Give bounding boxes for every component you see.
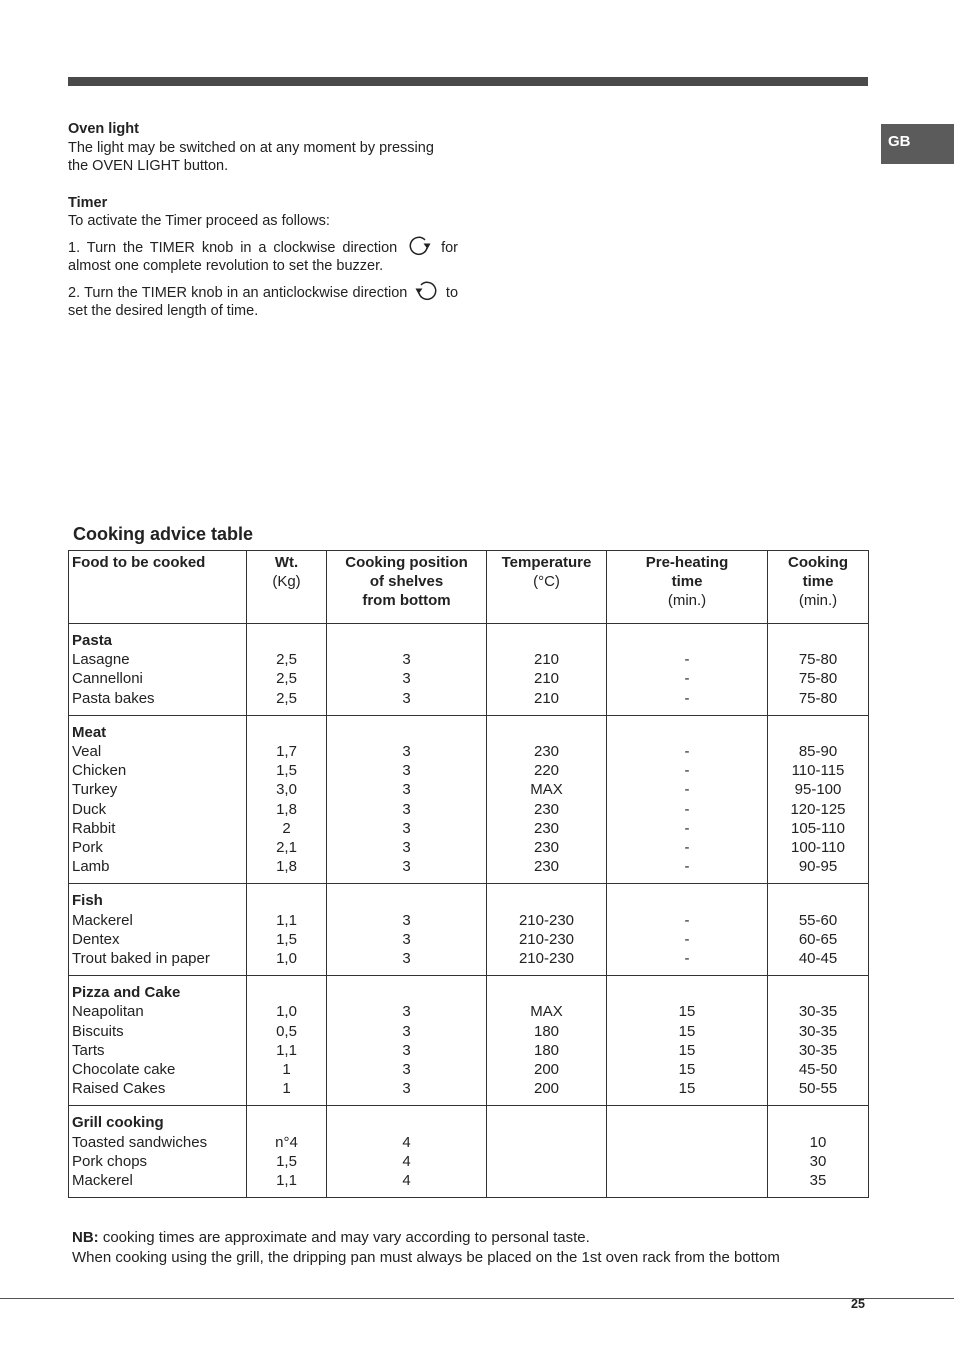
- header-shelf-position: Cooking position of shelves from bottom: [327, 551, 487, 624]
- table-value: 100-110: [791, 839, 845, 857]
- table-value: 15: [678, 1003, 696, 1021]
- table-value: 3: [402, 1061, 411, 1079]
- table-value: 210-230: [518, 950, 575, 968]
- table-value: 1,1: [276, 1041, 297, 1059]
- table-value: Chocolate cake: [72, 1061, 176, 1079]
- table-value: 15: [678, 1022, 696, 1040]
- table-value: 210-230: [518, 911, 575, 929]
- table-value: 3: [402, 839, 411, 857]
- table-value: 75-80: [798, 670, 838, 688]
- category-label: Meat: [72, 723, 107, 741]
- table-value: -: [684, 839, 690, 857]
- grill-note: When cooking using the grill, the dripping pan must always be placed on the 1st oven rack from the bottom: [72, 1248, 780, 1266]
- category-label: Fish: [72, 892, 103, 910]
- table-row: [69, 624, 869, 716]
- table-value: 4: [402, 1152, 411, 1170]
- table-value: 210-230: [518, 930, 575, 948]
- table-value: Rabbit: [72, 819, 116, 837]
- table-value: Trout baked in paper: [72, 950, 210, 968]
- table-value: 3: [402, 781, 411, 799]
- category-label: Pizza and Cake: [72, 984, 181, 1002]
- table-value: -: [684, 800, 690, 818]
- table-value: -: [684, 651, 690, 669]
- table-value: 45-50: [798, 1061, 838, 1079]
- table-value: 3: [402, 1080, 411, 1098]
- table-row: [69, 976, 869, 1106]
- food-cell: [69, 1106, 247, 1198]
- table-value: 200: [533, 1061, 560, 1079]
- table-value: -: [684, 689, 690, 707]
- table-value: -: [684, 781, 690, 799]
- table-value: -: [684, 950, 690, 968]
- page-number: 25: [851, 1297, 865, 1311]
- table-value: 1,8: [276, 800, 297, 818]
- table-value: 4: [402, 1133, 411, 1151]
- oven-light-text: The light may be switched on at any moment by pressing the OVEN LIGHT button.: [68, 139, 434, 174]
- table-value: 230: [533, 819, 560, 837]
- preheating-cell: [607, 976, 768, 1106]
- table-value: 75-80: [798, 651, 838, 669]
- language-tab: GB: [881, 124, 954, 164]
- table-value: 3: [402, 950, 411, 968]
- temperature-cell: [487, 715, 607, 884]
- table-value: 3: [402, 670, 411, 688]
- table-value: [489, 1152, 604, 1171]
- table-value: MAX: [530, 1003, 563, 1021]
- table-value: 1,5: [276, 1152, 297, 1170]
- shelf-position-cell: [327, 1106, 487, 1198]
- header-weight: Wt. (Kg): [247, 551, 327, 624]
- table-value: 105-110: [791, 819, 845, 837]
- table-value: 3: [402, 1041, 411, 1059]
- table-value: 85-90: [798, 743, 838, 760]
- table-value: 4: [402, 1172, 411, 1190]
- preheating-cell: [607, 1106, 768, 1198]
- table-value: -: [684, 762, 690, 780]
- table-value: 110-115: [791, 762, 845, 780]
- anticlockwise-arrow-icon: [414, 280, 440, 302]
- table-value: Tarts: [72, 1041, 105, 1059]
- shelf-position-cell: [327, 624, 487, 716]
- nb-text: cooking times are approximate and may vary according to personal taste.: [98, 1229, 590, 1246]
- table-value: 1,0: [276, 1003, 297, 1021]
- table-value: -: [684, 743, 690, 760]
- table-value: Lasagne: [72, 651, 130, 669]
- table-value: Mackerel: [72, 1172, 133, 1190]
- table-value: 2,5: [276, 651, 297, 669]
- timer-heading: Timer: [68, 194, 108, 211]
- table-value: [609, 1133, 765, 1152]
- cooking-time-cell: [768, 715, 869, 884]
- food-cell: [69, 884, 247, 976]
- table-value: 120-125: [790, 800, 846, 818]
- table-value: Raised Cakes: [72, 1080, 166, 1098]
- table-value: 90-95: [798, 858, 838, 876]
- oven-light-heading: Oven light: [68, 121, 139, 137]
- table-value: 30-35: [798, 1022, 838, 1040]
- table-value: Mackerel: [72, 911, 133, 929]
- table-value: 220: [533, 762, 560, 780]
- header-cooking-time: Cooking time (min.): [768, 551, 869, 624]
- table-notes: [72, 1228, 780, 1267]
- table-value: -: [684, 858, 690, 876]
- table-value: 3: [402, 1022, 411, 1040]
- table-value: 30-35: [798, 1003, 838, 1021]
- header-preheating: Pre-heating time (min.): [607, 551, 768, 624]
- table-value: 3: [402, 651, 411, 669]
- table-value: 2,5: [276, 689, 297, 707]
- table-value: 3: [402, 743, 411, 760]
- shelf-position-cell: [327, 976, 487, 1106]
- table-value: 30: [809, 1152, 827, 1170]
- table-value: 1: [282, 1061, 291, 1079]
- table-value: 1,1: [276, 1172, 297, 1190]
- table-value: 95-100: [794, 781, 842, 799]
- weight-cell: [247, 1106, 327, 1198]
- table-row: [69, 884, 869, 976]
- table-value: 3: [402, 1003, 411, 1021]
- weight-cell: [247, 715, 327, 884]
- table-value: 180: [533, 1022, 560, 1040]
- preheating-cell: [607, 624, 768, 716]
- table-value: 60-65: [798, 930, 838, 948]
- table-value: -: [684, 670, 690, 688]
- table-value: 210: [533, 689, 560, 707]
- table-value: 1,5: [276, 762, 297, 780]
- table-value: 180: [533, 1041, 560, 1059]
- table-value: 210: [533, 651, 560, 669]
- table-value: 3: [402, 911, 411, 929]
- temperature-cell: [487, 1106, 607, 1198]
- table-value: 230: [533, 743, 560, 760]
- weight-cell: [247, 624, 327, 716]
- table-value: [489, 1171, 604, 1190]
- shelf-position-cell: [327, 884, 487, 976]
- food-cell: [69, 715, 247, 884]
- table-value: Lamb: [72, 858, 110, 876]
- table-value: 2,1: [276, 839, 297, 857]
- cooking-time-cell: [768, 976, 869, 1106]
- table-value: Cannelloni: [72, 670, 143, 688]
- table-value: Chicken: [72, 762, 127, 780]
- footer-rule: [0, 1298, 954, 1299]
- preheating-cell: [607, 884, 768, 976]
- timer-step-2: 2. Turn the TIMER knob in an anticlockwise direction to set the desired length of time.: [68, 280, 458, 321]
- nb-label: NB:: [72, 1229, 99, 1246]
- table-value: Toasted sandwiches: [72, 1133, 208, 1151]
- table-value: 1: [282, 1080, 291, 1098]
- table-value: Pasta bakes: [72, 689, 155, 707]
- table-value: Duck: [72, 800, 107, 818]
- table-value: 3,0: [276, 781, 297, 799]
- table-header-row: [69, 551, 869, 624]
- table-value: Dentex: [72, 930, 120, 948]
- table-value: -: [684, 911, 690, 929]
- table-value: 230: [533, 839, 560, 857]
- category-label: Grill cooking: [72, 1114, 164, 1132]
- table-row: [69, 1106, 869, 1198]
- table-value: 2,5: [276, 670, 297, 688]
- table-value: Veal: [72, 743, 102, 761]
- clockwise-arrow-icon: [406, 235, 432, 257]
- table-row: [69, 715, 869, 884]
- cooking-advice-table: [68, 550, 869, 1198]
- instructions-column: [68, 120, 458, 321]
- table-value: 210: [533, 670, 560, 688]
- table-value: 200: [533, 1080, 560, 1098]
- table-value: 40-45: [798, 950, 838, 968]
- table-value: 10: [809, 1133, 827, 1151]
- table-value: 30-35: [798, 1041, 838, 1059]
- table-value: 3: [402, 858, 411, 876]
- table-value: Pork chops: [72, 1152, 148, 1170]
- timer-step-1: 1. Turn the TIMER knob in a clockwise direction for almost one complete revolution to set the buzzer.: [68, 235, 458, 276]
- table-value: 3: [402, 819, 411, 837]
- cooking-time-cell: [768, 624, 869, 716]
- table-value: n°4: [275, 1133, 298, 1151]
- table-value: 35: [809, 1172, 827, 1190]
- table-value: 1,0: [276, 950, 297, 968]
- table-value: MAX: [530, 781, 563, 799]
- cooking-time-cell: [768, 884, 869, 976]
- table-value: 15: [678, 1061, 696, 1079]
- table-value: 230: [533, 800, 560, 818]
- table-value: 3: [402, 930, 411, 948]
- table-value: -: [684, 819, 690, 837]
- category-label: Pasta: [72, 632, 113, 649]
- weight-cell: [247, 976, 327, 1106]
- table-value: 3: [402, 689, 411, 707]
- table-value: 55-60: [798, 911, 838, 929]
- table-value: Neapolitan: [72, 1003, 144, 1021]
- header-temperature: Temperature (°C): [487, 551, 607, 624]
- table-value: 0,5: [276, 1022, 297, 1040]
- table-value: 1,7: [276, 743, 297, 760]
- table-value: Turkey: [72, 781, 118, 799]
- temperature-cell: [487, 624, 607, 716]
- temperature-cell: [487, 976, 607, 1106]
- table-value: [489, 1133, 604, 1152]
- timer-intro: To activate the Timer proceed as follows:: [68, 213, 330, 229]
- table-value: -: [684, 930, 690, 948]
- table-value: 230: [533, 858, 560, 876]
- cooking-time-cell: [768, 1106, 869, 1198]
- header-food: Food to be cooked: [69, 551, 247, 624]
- table-value: 15: [678, 1080, 696, 1098]
- shelf-position-cell: [327, 715, 487, 884]
- header-rule: [68, 77, 868, 86]
- table-value: 75-80: [798, 689, 838, 707]
- temperature-cell: [487, 884, 607, 976]
- table-value: 15: [678, 1041, 696, 1059]
- preheating-cell: [607, 715, 768, 884]
- food-cell: [69, 624, 247, 716]
- table-value: 2: [282, 819, 291, 837]
- table-value: 1,5: [276, 930, 297, 948]
- table-value: [609, 1152, 765, 1171]
- table-value: [609, 1171, 765, 1190]
- table-title: Cooking advice table: [73, 524, 254, 544]
- table-value: 3: [402, 762, 411, 780]
- food-cell: [69, 976, 247, 1106]
- table-body: [69, 624, 869, 1198]
- table-value: 1,8: [276, 858, 297, 876]
- weight-cell: [247, 884, 327, 976]
- table-value: 50-55: [798, 1080, 838, 1098]
- table-value: Biscuits: [72, 1022, 124, 1040]
- table-value: 3: [402, 800, 411, 818]
- table-value: Pork: [72, 839, 103, 857]
- table-value: 1,1: [276, 911, 297, 929]
